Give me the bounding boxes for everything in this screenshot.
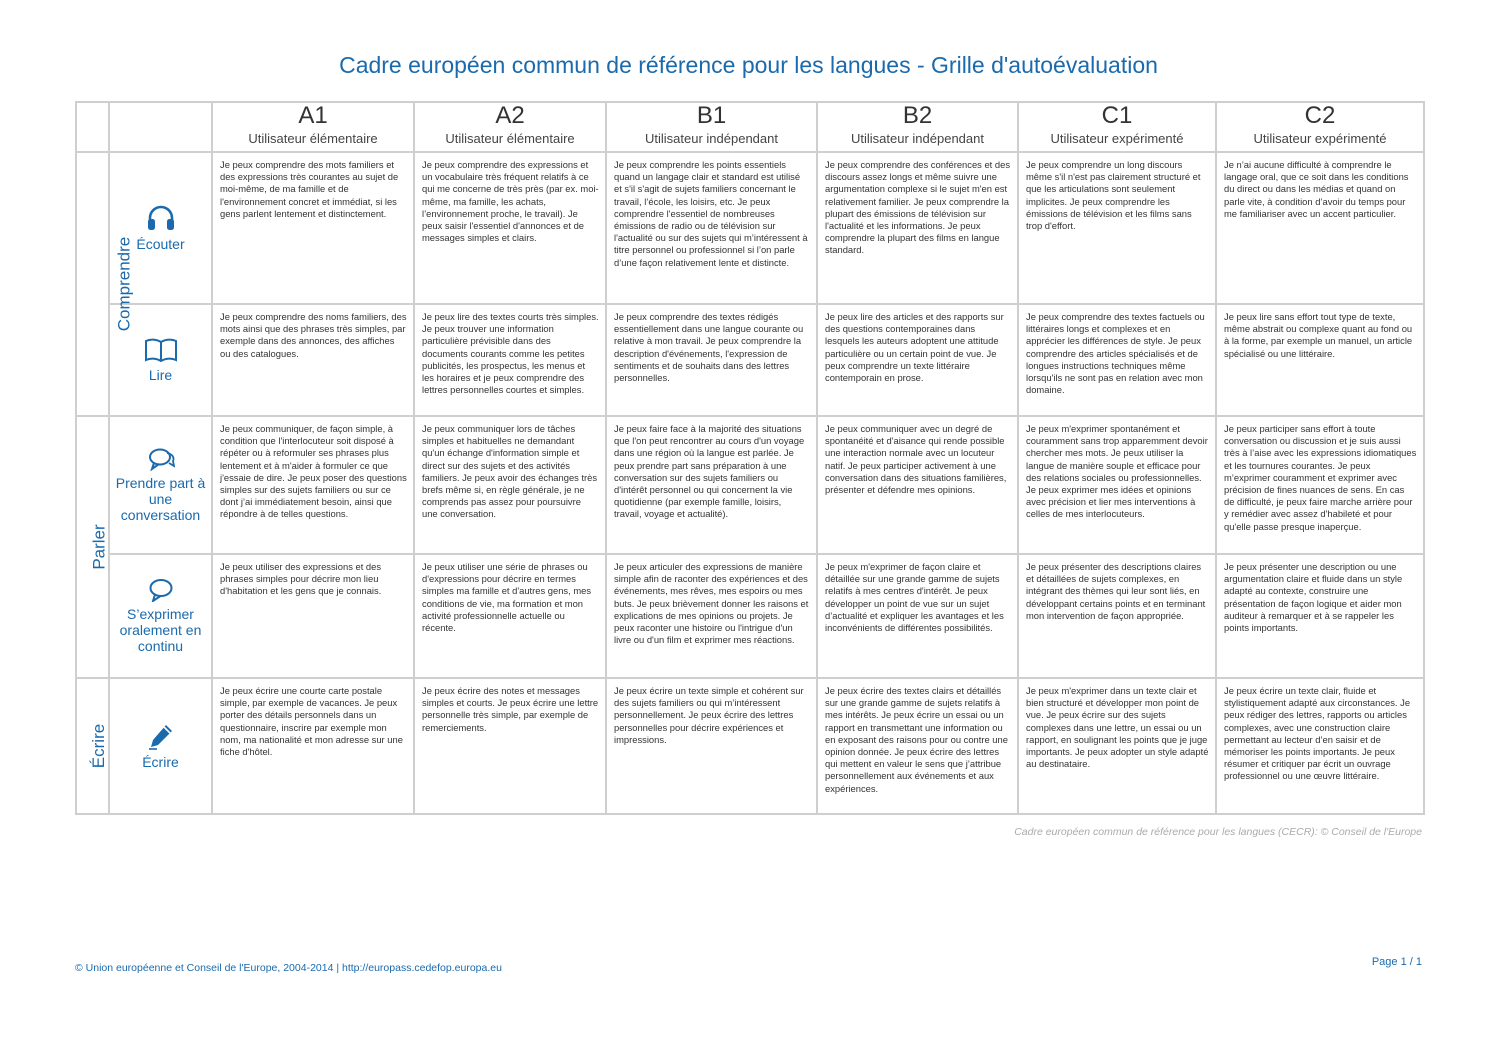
descriptor-cell: Je peux présenter des descriptions claires et détaillées de sujets complexes, en intégrant des thèmes qui leur sont liés, en développant certains points et en terminant mon intervention de façon appropriée. — [1018, 554, 1216, 678]
corner-cell — [109, 102, 212, 152]
descriptor-cell: Je peux communiquer, de façon simple, à condition que l'interlocuteur soit disposé à répéter ou à reformuler ses phrases plus lentement et à m'aider à formuler ce que j'essaie de dire. Je peux poser des questions simples sur des sujets familiers ou sur ce dont j’ai immédiatement besoin, ainsi que répondre à de telles questions. — [212, 416, 414, 554]
descriptor-cell: Je peux faire face à la majorité des situations que l'on peut rencontrer au cours d'un voyage dans une région où la langue est parlée. Je peux prendre part sans préparation à une conversation sur des sujets familiers ou d'intérêt personnel ou qui concernent la vie quotidienne (par exemple famille, loisirs, travail, voyage et actualité). — [606, 416, 817, 554]
skill-label: Écouter — [136, 236, 185, 252]
descriptor-cell: Je peux lire des articles et des rapports sur des questions contemporaines dans lesquels les auteurs adoptent une attitude particulière ou un certain point de vue. Je peux comprendre un texte littéraire contemporain en prose. — [817, 304, 1018, 416]
descriptor-cell: Je peux comprendre des textes factuels ou littéraires longs et complexes et en apprécier les différences de style. Je peux comprendre des articles spécialisés et de longues instructions techniques même lorsqu'ils ne sont pas en relation avec mon domaine. — [1018, 304, 1216, 416]
corner-cell — [76, 102, 109, 152]
level-header-c1 — [1018, 102, 1216, 152]
level-code: A2 — [495, 102, 525, 129]
row-ecouter — [76, 152, 1424, 304]
level-header-c2 — [1216, 102, 1424, 152]
descriptor-cell: Je peux comprendre des expressions et un vocabulaire très fréquent relatifs à ce qui me concerne de très près (par ex. moi-même, ma famille, les achats, l’environnement proche, le travail). Je peux saisir l'essentiel d'annonces et de messages simples et clairs. — [414, 152, 606, 304]
skill-sexprimer — [109, 554, 212, 678]
level-header-a1 — [212, 102, 414, 152]
level-label: Utilisateur expérimenté — [1050, 131, 1184, 146]
descriptor-cell: Je peux comprendre des noms familiers, des mots ainsi que des phrases très simples, par exemple dans des annonces, des affiches ou des catalogues. — [212, 304, 414, 416]
pen-icon — [147, 722, 175, 750]
self-assessment-grid — [75, 101, 1425, 815]
descriptor-cell: Je peux communiquer avec un degré de spontanéité et d'aisance qui rende possible une interaction normale avec un locuteur natif. Je peux participer activement à une conversation dans des situations familières, présenter et défendre mes opinions. — [817, 416, 1018, 554]
level-label: Utilisateur élémentaire — [445, 131, 575, 146]
descriptor-cell: Je peux comprendre les points essentiels quand un langage clair et standard est utilisé et s'il s'agit de sujets familiers concernant le travail, l’école, les loisirs, etc. Je peux comprendre l'essentiel de nombreuses émissions de radio ou de télévision sur l'actualité ou sur des sujets qui m’intéressent à titre personnel ou professionnel si l’on parle d’une façon relativement lente et distincte. — [606, 152, 817, 304]
descriptor-cell: Je peux participer sans effort à toute conversation ou discussion et je suis aussi très à l’aise avec les expressions idiomatiques et les tournures courantes. Je peux m’exprimer couramment et exprimer avec précision de fines nuances de sens. En cas de difficulté, je peux faire marche arrière pour y remédier avec assez d'habileté et pour qu'elle passe presque inaperçue. — [1216, 416, 1424, 554]
level-code: C1 — [1101, 102, 1133, 129]
row-lire — [76, 304, 1424, 416]
row-sexprimer — [76, 554, 1424, 678]
footer-copyright: © Union européenne et Conseil de l'Europe, 2004-2014 | http://europass.cedefop.europa.eu — [75, 962, 502, 974]
descriptor-cell: Je peux écrire une courte carte postale simple, par exemple de vacances. Je peux porter des détails personnels dans un questionnaire, inscrire par exemple mon nom, ma nationalité et mon adresse sur une fiche d'hôtel. — [212, 678, 414, 814]
descriptor-cell: Je peux écrire des textes clairs et détaillés sur une grande gamme de sujets relatifs à mes intérêts. Je peux écrire un essai ou un rapport en transmettant une information ou en exposant des raisons pour ou contre une opinion donnée. Je peux écrire des lettres qui mettent en valeur le sens que j’attribue personnellement aux événements et aux expériences. — [817, 678, 1018, 814]
descriptor-cell: Je peux comprendre des conférences et des discours assez longs et même suivre une argumentation complexe si le sujet m'en est relativement familier. Je peux comprendre la plupart des émissions de télévision sur l'actualité et les informations. Je peux comprendre la plupart des films en langue standard. — [817, 152, 1018, 304]
descriptor-cell: Je n’ai aucune difficulté à comprendre le langage oral, que ce soit dans les conditions du direct ou dans les médias et quand on parle vite, à condition d’avoir du temps pour me familiariser avec un accent particulier. — [1216, 152, 1424, 304]
level-code: B2 — [902, 102, 933, 129]
descriptor-cell: Je peux comprendre des mots familiers et des expressions très courantes au sujet de moi-même, de ma famille et de l'environnement concret et immédiat, si les gens parlent lentement et distinctement. — [212, 152, 414, 304]
page-title: Cadre européen commun de référence pour les langues - Grille d'autoévaluation — [339, 52, 1158, 78]
level-label: Utilisateur indépendant — [645, 131, 778, 146]
descriptor-cell: Je peux utiliser une série de phrases ou d'expressions pour décrire en termes simples ma famille et d'autres gens, mes conditions de vie, ma formation et mon activité professionnelle actuelle ou récente. — [414, 554, 606, 678]
book-icon — [144, 337, 178, 363]
category-label: Parler — [89, 524, 109, 570]
header-row — [76, 102, 1424, 152]
level-header-a2 — [414, 102, 606, 152]
level-header-b2 — [817, 102, 1018, 152]
level-label: Utilisateur indépendant — [851, 131, 984, 146]
descriptor-cell: Je peux écrire un texte simple et cohérent sur des sujets familiers ou qui m’intéressent personnellement. Je peux écrire des lettres personnelles pour décrire expériences et impressions. — [606, 678, 817, 814]
level-label: Utilisateur expérimenté — [1253, 131, 1387, 146]
descriptor-cell: Je peux comprendre un long discours même s'il n'est pas clairement structuré et que les articulations sont seulement implicites. Je peux comprendre les émissions de télévision et les films sans trop d'effort. — [1018, 152, 1216, 304]
descriptor-cell: Je peux utiliser des expressions et des phrases simples pour décrire mon lieu d'habitation et les gens que je connais. — [212, 554, 414, 678]
chat-bubbles-icon — [147, 447, 175, 471]
skill-ecrire — [109, 678, 212, 814]
descriptor-cell: Je peux m'exprimer dans un texte clair et bien structuré et développer mon point de vue. Je peux écrire sur des sujets complexes dans une lettre, un essai ou un rapport, en soulignant les points que je juge importants. Je peux adopter un style adapté au destinataire. — [1018, 678, 1216, 814]
credit-note: Cadre européen commun de référence pour les langues (CECR): © Conseil de l'Europe — [1014, 826, 1422, 838]
category-comprendre — [76, 152, 134, 416]
level-header-b1 — [606, 102, 817, 152]
level-label: Utilisateur élémentaire — [248, 131, 378, 146]
skill-label: Lire — [148, 367, 173, 383]
speech-bubble-icon — [148, 578, 174, 602]
descriptor-cell: Je peux écrire un texte clair, fluide et stylistiquement adapté aux circonstances. Je peux rédiger des lettres, rapports ou articles complexes, avec une construction claire permettant au lecteur d’en saisir et de mémoriser les points importants. Je peux résumer et critiquer par écrit un ouvrage professionnel ou une œuvre littéraire. — [1216, 678, 1424, 814]
skill-prendre-part — [109, 416, 212, 554]
level-code: A1 — [298, 102, 328, 129]
row-prendre-part — [76, 416, 1424, 554]
descriptor-cell: Je peux communiquer lors de tâches simples et habituelles ne demandant qu'un échange d'information simple et direct sur des sujets et des activités familiers. Je peux avoir des échanges très brefs même si, en règle générale, je ne comprends pas assez pour poursuivre une conversation. — [414, 416, 606, 554]
skill-label: S’exprimer oralement en continu — [119, 606, 202, 654]
category-parler — [76, 416, 109, 678]
skill-label: Écrire — [142, 754, 179, 770]
category-label: Écrire — [89, 723, 109, 769]
category-ecrire — [76, 678, 109, 814]
level-code: B1 — [696, 102, 727, 129]
skill-label: Prendre part à une conversation — [115, 475, 206, 523]
page-number: Page 1 / 1 — [1371, 956, 1422, 968]
row-ecrire — [76, 678, 1424, 814]
descriptor-cell: Je peux lire sans effort tout type de texte, même abstrait ou complexe quant au fond ou à la forme, par exemple un manuel, un article spécialisé ou une littéraire. — [1216, 304, 1424, 416]
level-code: C2 — [1304, 102, 1336, 129]
descriptor-cell: Je peux articuler des expressions de manière simple afin de raconter des expériences et des événements, mes rêves, mes espoirs ou mes buts. Je peux brièvement donner les raisons et explications de mes opinions ou projets. Je peux raconter une histoire ou l'intrigue d'un livre ou d'un film et exprimer mes réactions. — [606, 554, 817, 678]
category-label: Comprendre — [114, 236, 134, 332]
descriptor-cell: Je peux comprendre des textes rédigés essentiellement dans une langue courante ou relative à mon travail. Je peux comprendre la description d'événements, l'expression de sentiments et de souhaits dans des lettres personnelles. — [606, 304, 817, 416]
descriptor-cell: Je peux écrire des notes et messages simples et courts. Je peux écrire une lettre personnelle très simple, par exemple de remerciements. — [414, 678, 606, 814]
descriptor-cell: Je peux m'exprimer de façon claire et détaillée sur une grande gamme de sujets relatifs à mes centres d'intérêt. Je peux développer un point de vue sur un sujet d’actualité et expliquer les avantages et les inconvénients de différentes possibilités. — [817, 554, 1018, 678]
descriptor-cell: Je peux lire des textes courts très simples. Je peux trouver une information particulière prévisible dans des documents courants comme les petites publicités, les prospectus, les menus et les horaires et je peux comprendre des lettres personnelles courtes et simples. — [414, 304, 606, 416]
descriptor-cell: Je peux m'exprimer spontanément et couramment sans trop apparemment devoir chercher mes mots. Je peux utiliser la langue de manière souple et efficace pour des relations sociales ou professionnelles. Je peux exprimer mes idées et opinions avec précision et lier mes interventions à celles de mes interlocuteurs. — [1018, 416, 1216, 554]
descriptor-cell: Je peux présenter une description ou une argumentation claire et fluide dans un style adapté au contexte, construire une présentation de façon logique et aider mon auditeur à remarquer et à se rappeler les points importants. — [1216, 554, 1424, 678]
headphones-icon — [146, 204, 176, 232]
